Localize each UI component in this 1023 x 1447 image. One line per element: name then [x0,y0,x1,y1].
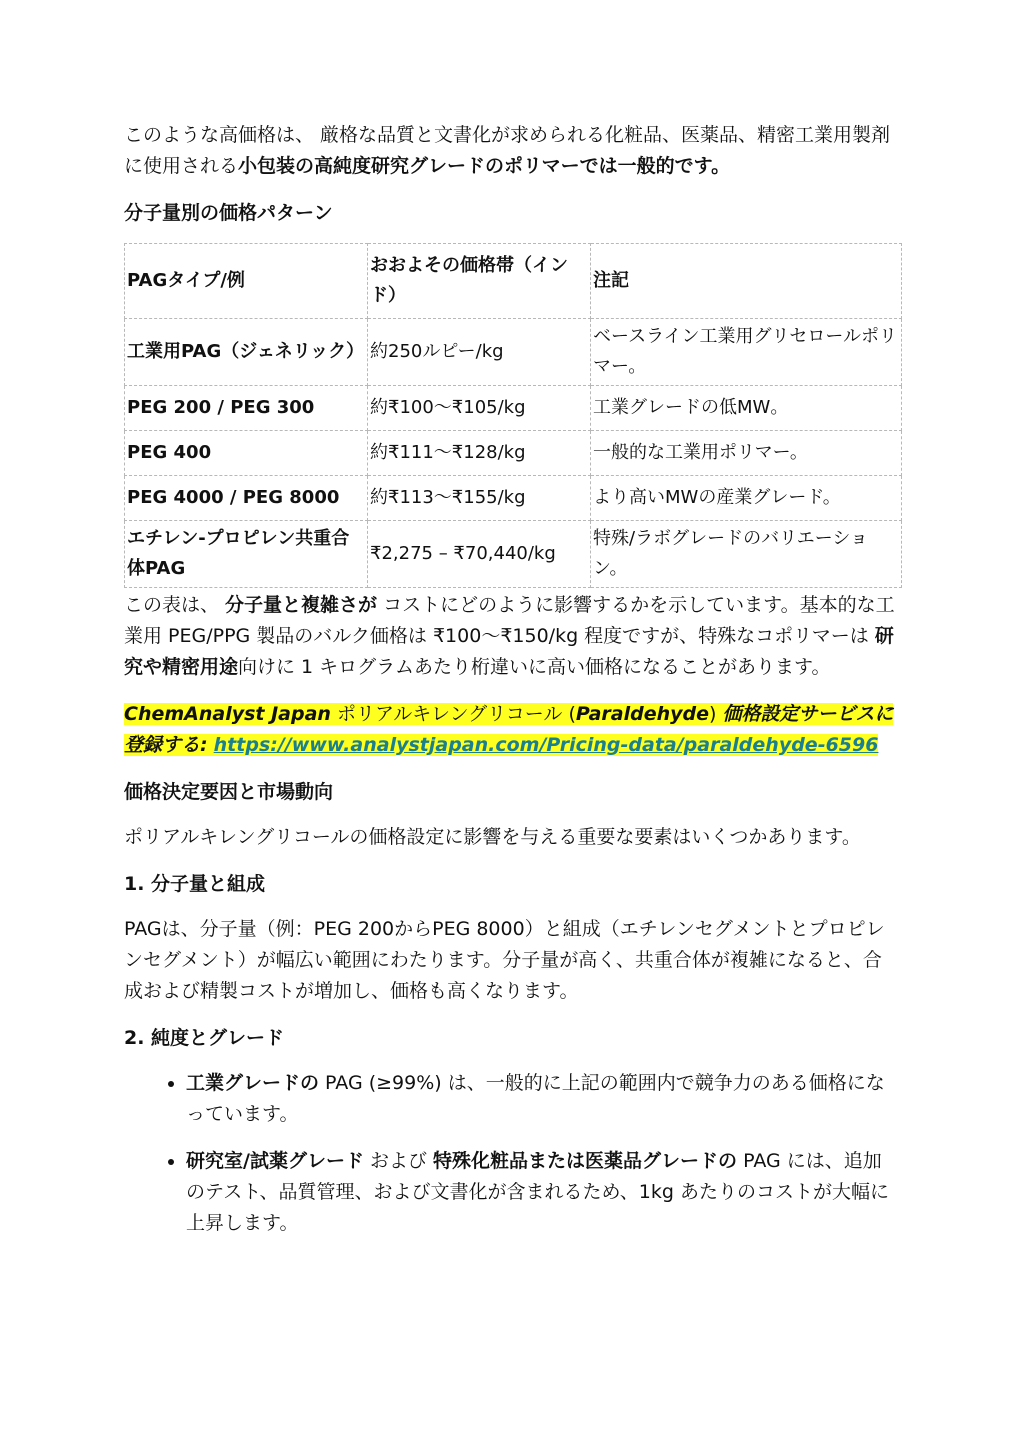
section-title: 価格決定要因と市場動向 [124,781,334,803]
table-header-cell: PAGタイプ/例 [125,244,368,319]
table-row [125,319,902,386]
table-cell-type: エチレン-プロピレン共重合体PAG [125,521,368,588]
promo-cta: 価格設定サービスに登録する: [124,703,894,756]
table-cell-price: 約₹111〜₹128/kg [368,431,591,476]
list-item [186,1146,900,1239]
intro-text: このような高価格は、 厳格な品質と文書化が求められる化粧品、医薬品、精密工業用製剤に使用される [124,124,891,177]
table-header-cell: 注記 [591,244,902,319]
table-cell-price: ₹2,275 – ₹70,440/kg [368,521,591,588]
table-cell-price: 約₹100〜₹105/kg [368,386,591,431]
list-item-text: および [363,1150,434,1172]
table-cell-price: 約₹113〜₹155/kg [368,476,591,521]
promo-brand: ChemAnalyst Japan [124,703,331,725]
grade-list [124,1068,900,1239]
promo-link[interactable]: https://www.analystjapan.com/Pricing-data/paraldehyde-6596 [213,734,879,756]
table-cell-note: 特殊/ラボグレードのバリエーション。 [591,521,902,588]
intro-paragraph [124,120,900,182]
promo-paragraph [124,699,900,761]
list-item [186,1068,900,1130]
list-item-text: PAG (≥99%) は、一般的に上記の範囲内で競争力のある価格になっています。 [186,1072,885,1125]
table-note-text: この表は、 [124,594,226,616]
subsection-title-1: 1. 分子量と組成 [124,873,266,895]
promo-close: ) [709,703,723,725]
subsection-body-1: PAGは、分子量（例：PEG 200からPEG 8000）と組成（エチレンセグメントとプロピレンセグメント）が幅広い範囲にわたります。分子量が高く、共重合体が複雑になると、合成および精製コストが増加し、価格も高くなります。 [124,918,885,1002]
table-note-bold: 分子量と複雑さが [225,594,378,616]
table-cell-price: 約250ルピー/kg [368,319,591,386]
table-note-bold: 研究や精密用途 [124,625,894,678]
table-row [125,521,902,588]
table-cell-type: PEG 400 [125,431,368,476]
table-cell-note: ベースライン工業用グリセロールポリマー。 [591,319,902,386]
promo-product: ポリアルキレングリコール ( [330,703,576,725]
list-item-bold: 工業グレードの [186,1072,320,1094]
price-table [124,243,902,588]
table-cell-type: PEG 4000 / PEG 8000 [125,476,368,521]
table-row [125,386,902,431]
subsection-title-2: 2. 純度とグレード [124,1027,285,1049]
table-header-row [125,244,902,319]
list-item-bold: 特殊化粧品または医薬品グレードの [433,1150,738,1172]
table-row [125,476,902,521]
promo-product-en: Paraldehyde [575,703,710,725]
table-cell-type: PEG 200 / PEG 300 [125,386,368,431]
section-intro: ポリアルキレングリコールの価格設定に影響を与える重要な要素はいくつかあります。 [124,826,861,848]
document-content [124,120,900,1255]
table-cell-note: 工業グレードの低MW。 [591,386,902,431]
table-cell-type: 工業用PAG（ジェネリック） [125,319,368,386]
table-cell-note: より高いMWの産業グレード。 [591,476,902,521]
table-note-paragraph [124,590,900,683]
table-title: 分子量別の価格パターン [124,202,333,224]
table-cell-note: 一般的な工業用ポリマー。 [591,431,902,476]
table-note-text: コストにどのように影響するかを示しています。基本的な工業用 PEG/PPG 製品のバルク価格は ₹100〜₹150/kg 程度ですが、特殊なコポリマーは [124,594,895,647]
intro-bold-text: 小包装の高純度研究グレードのポリマーでは一般的です。 [238,155,731,177]
table-note-text: 向けに 1 キログラムあたり桁違いに高い価格になることがあります。 [238,656,831,678]
table-header-cell: おおよその価格帯（インド） [368,244,591,319]
list-item-bold: 研究室/試薬グレード [186,1150,364,1172]
table-row [125,431,902,476]
list-item-text: PAG には、追加のテスト、品質管理、および文書化が含まれるため、1kg あたりのコストが大幅に上昇します。 [186,1150,889,1234]
